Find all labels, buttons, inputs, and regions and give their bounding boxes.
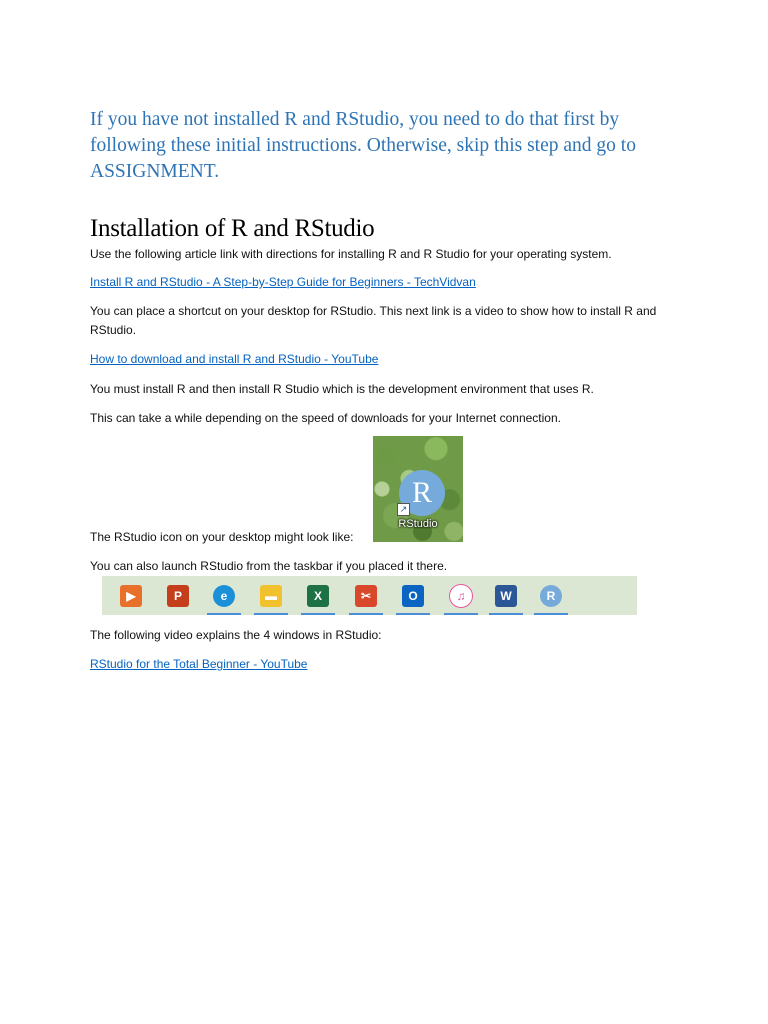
techvidvan-link[interactable]: Install R and RStudio - A Step-by-Step Guide for Beginners - TechVidvan [90,275,476,289]
taskbar-item [487,576,525,615]
outlook-icon: O [402,585,424,607]
snipping-tool-icon: ✂ [355,585,377,607]
taskbar-item [159,576,197,615]
instruction-paragraph-4: This can take a while depending on the speed of downloads for your Internet connection. [90,411,561,425]
instruction-paragraph-6: You can also launch RStudio from the taskbar if you placed it there. [90,559,448,573]
taskbar-item [112,576,150,615]
instruction-paragraph-1: Use the following article link with directions for installing R and R Studio for your operating system. [90,247,612,261]
beginner-video-link-paragraph [90,655,670,674]
itunes-icon: ♫ [449,584,473,608]
youtube-install-link[interactable]: How to download and install R and RStudio - YouTube [90,352,379,366]
taskbar-item [299,576,337,615]
youtube-install-link-paragraph [90,350,670,369]
section-heading: Installation of R and RStudio [90,215,375,242]
beginner-video-link[interactable]: RStudio for the Total Beginner - YouTube [90,657,308,671]
taskbar-item [442,576,480,615]
icon-caption: The RStudio icon on your desktop might look like: [90,530,354,544]
r-logo-icon: R [399,470,445,516]
excel-icon: X [307,585,329,607]
taskbar-item [394,576,432,615]
powerpoint-icon: P [167,585,189,607]
taskbar-item [205,576,243,615]
edge-icon: e [213,585,235,607]
file-explorer-icon: ▬ [260,585,282,607]
media-player-icon: ▶ [120,585,142,607]
shortcut-arrow-icon: ↗ [397,503,410,516]
taskbar-item [532,576,570,615]
instruction-paragraph-2: You can place a shortcut on your desktop for RStudio. This next link is a video to show how to install R and RStudio. [90,304,657,337]
intro-text: If you have not installed R and RStudio, you need to do that first by following these initial instructions. Otherwise, skip this step and go to ASSIGNMENT. [90,109,636,182]
rstudio-icon: R [540,585,562,607]
instruction-paragraph-7: The following video explains the 4 windows in RStudio: [90,628,382,642]
desktop-icon-label: RStudio [398,518,438,530]
rstudio-desktop-icon-image [373,436,463,542]
taskbar-item [252,576,290,615]
instruction-paragraph-3: You must install R and then install R Studio which is the development environment that uses R. [90,382,594,396]
taskbar-item [347,576,385,615]
techvidvan-link-paragraph [90,273,670,292]
taskbar-image [102,576,637,615]
word-icon: W [495,585,517,607]
